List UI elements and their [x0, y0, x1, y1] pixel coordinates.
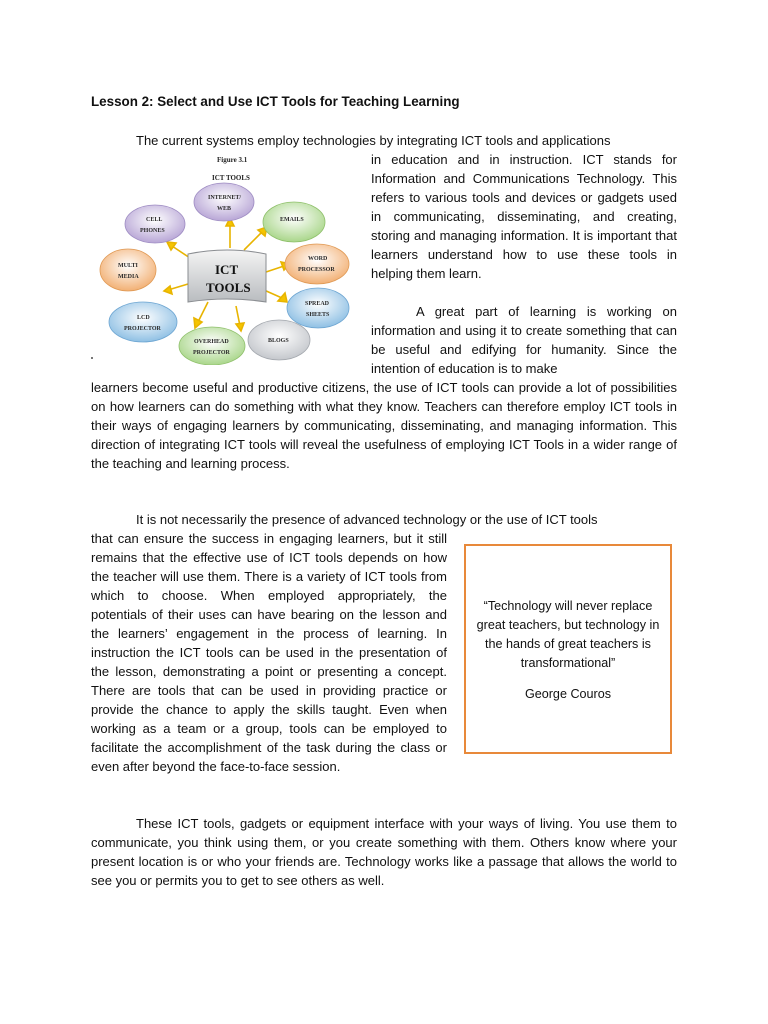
arrow-up-left — [172, 246, 190, 258]
center-label-line1: ICT — [215, 262, 239, 277]
bubble-overhead-line2: PROJECTOR — [193, 350, 230, 356]
bubble-spread-line2: SHEETS — [306, 312, 330, 318]
arrow-right — [266, 266, 284, 272]
bubble-word-line1: WORD — [308, 256, 328, 262]
ict-tools-figure — [92, 150, 358, 365]
center-label-line2: TOOLS — [206, 280, 251, 295]
learning-paragraph-side: A great part of learning is working on information and using it to create something that can be useful and edifying for humanity. Since the intention of education is to make — [371, 304, 677, 376]
arrow-down-left — [198, 302, 208, 322]
arrow-left-head — [164, 286, 172, 294]
bubble-spread-line1: SPREAD — [305, 301, 330, 307]
bubble-lcd-projector — [109, 302, 177, 342]
bubble-word-line2: PROCESSOR — [298, 267, 335, 273]
technology-paragraph-side: that can ensure the success in engaging learners, but it still remains that the effective use of ICT tools depends on how the teacher will use them. There is a variety of ICT tools from which to choose. When employed appropriately, the potentials of their uses can have bearing on the lesson and the learners’ engagement in the process of learning. In instruction the ICT tools can be used in the presentation of the lesson, demonstrating a point or presenting a concept. There are tools that can be used in providing practice or provide the chance to apply the skills taught. Even when working as a team or a group, tools can be employed to facilitate the accomplishment of the task during the class or even after beyond the face-to-face session. — [91, 531, 447, 774]
bubble-overhead-line1: OVERHEAD — [194, 339, 229, 345]
final-paragraph: These ICT tools, gadgets or equipment interface with your ways of living. You use them to communicate, you think using them, or you create something with them. Others know where your present location is or who your friends are. Technology works like a passage that allows the world to see you or permits you to get to see others as well. — [91, 816, 677, 888]
bubble-blogs-label: BLOGS — [268, 338, 289, 344]
bubble-emails-label: EMAILS — [280, 217, 304, 223]
bubble-emails — [263, 202, 325, 242]
bubble-multi-media — [100, 249, 156, 291]
intro-paragraph-side: in education and in instruction. ICT stands for Information and Communications Technology. This refers to various tools and devices or gadgets used in communicating, disseminating, and creating, storing and managing information. It is important that learners understand how to use these tools in helping them learn. — [371, 152, 677, 281]
quote-text: “Technology will never replace great teachers, but technology in the hands of great teachers is transformational” — [476, 599, 660, 670]
bubble-multi-line1: MULTI — [118, 263, 138, 269]
arrow-up-left-head — [167, 242, 176, 250]
bubble-cell-line2: PHONES — [140, 228, 165, 234]
quote-box — [464, 544, 672, 754]
bubble-spread-sheets — [287, 288, 349, 328]
bubble-cell-phones — [125, 205, 185, 243]
ict-tools-diagram — [92, 150, 358, 365]
bubble-overhead-projector — [179, 327, 245, 365]
bubble-lcd-line1: LCD — [137, 315, 150, 321]
arrow-down-right — [264, 290, 282, 298]
figure-caption: ICT TOOLS — [212, 174, 250, 182]
lesson-title: Lesson 2: Select and Use ICT Tools for Teaching Learning — [91, 94, 460, 109]
bubble-internet — [194, 183, 254, 221]
bubble-internet-line1: INTERNET/ — [208, 195, 242, 201]
bubble-blogs — [248, 320, 310, 360]
bubble-internet-line2: WEB — [217, 206, 232, 212]
learning-paragraph-full: learners become useful and productive citizens, the use of ICT tools can provide a lot of possibilities on how learners can do something with what they know. Teachers can therefore employ ICT tools in their ways of engaging learners by communicating, disseminating, and managing information. This direction of integrating ICT tools will reveal the usefulness of employing ICT Tools in a wider range of the teaching and learning process. — [91, 380, 677, 471]
figure-number: Figure 3.1 — [217, 156, 248, 164]
arrow-down-left-head — [194, 318, 202, 328]
bubble-lcd-line2: PROJECTOR — [124, 326, 161, 332]
bubble-multi-line2: MEDIA — [118, 274, 139, 280]
bubble-cell-line1: CELL — [146, 217, 163, 223]
arrow-down-head — [236, 323, 244, 331]
technology-paragraph-first-line: It is not necessarily the presence of advanced technology or the use of ICT tools — [136, 512, 598, 527]
arrow-up-right — [244, 232, 262, 250]
intro-paragraph-first-line: The current systems employ technologies by integrating ICT tools and applications — [136, 133, 611, 148]
stray-mark — [91, 357, 93, 359]
quote-author: George Couros — [524, 687, 612, 701]
bubble-word-processor — [285, 244, 349, 284]
